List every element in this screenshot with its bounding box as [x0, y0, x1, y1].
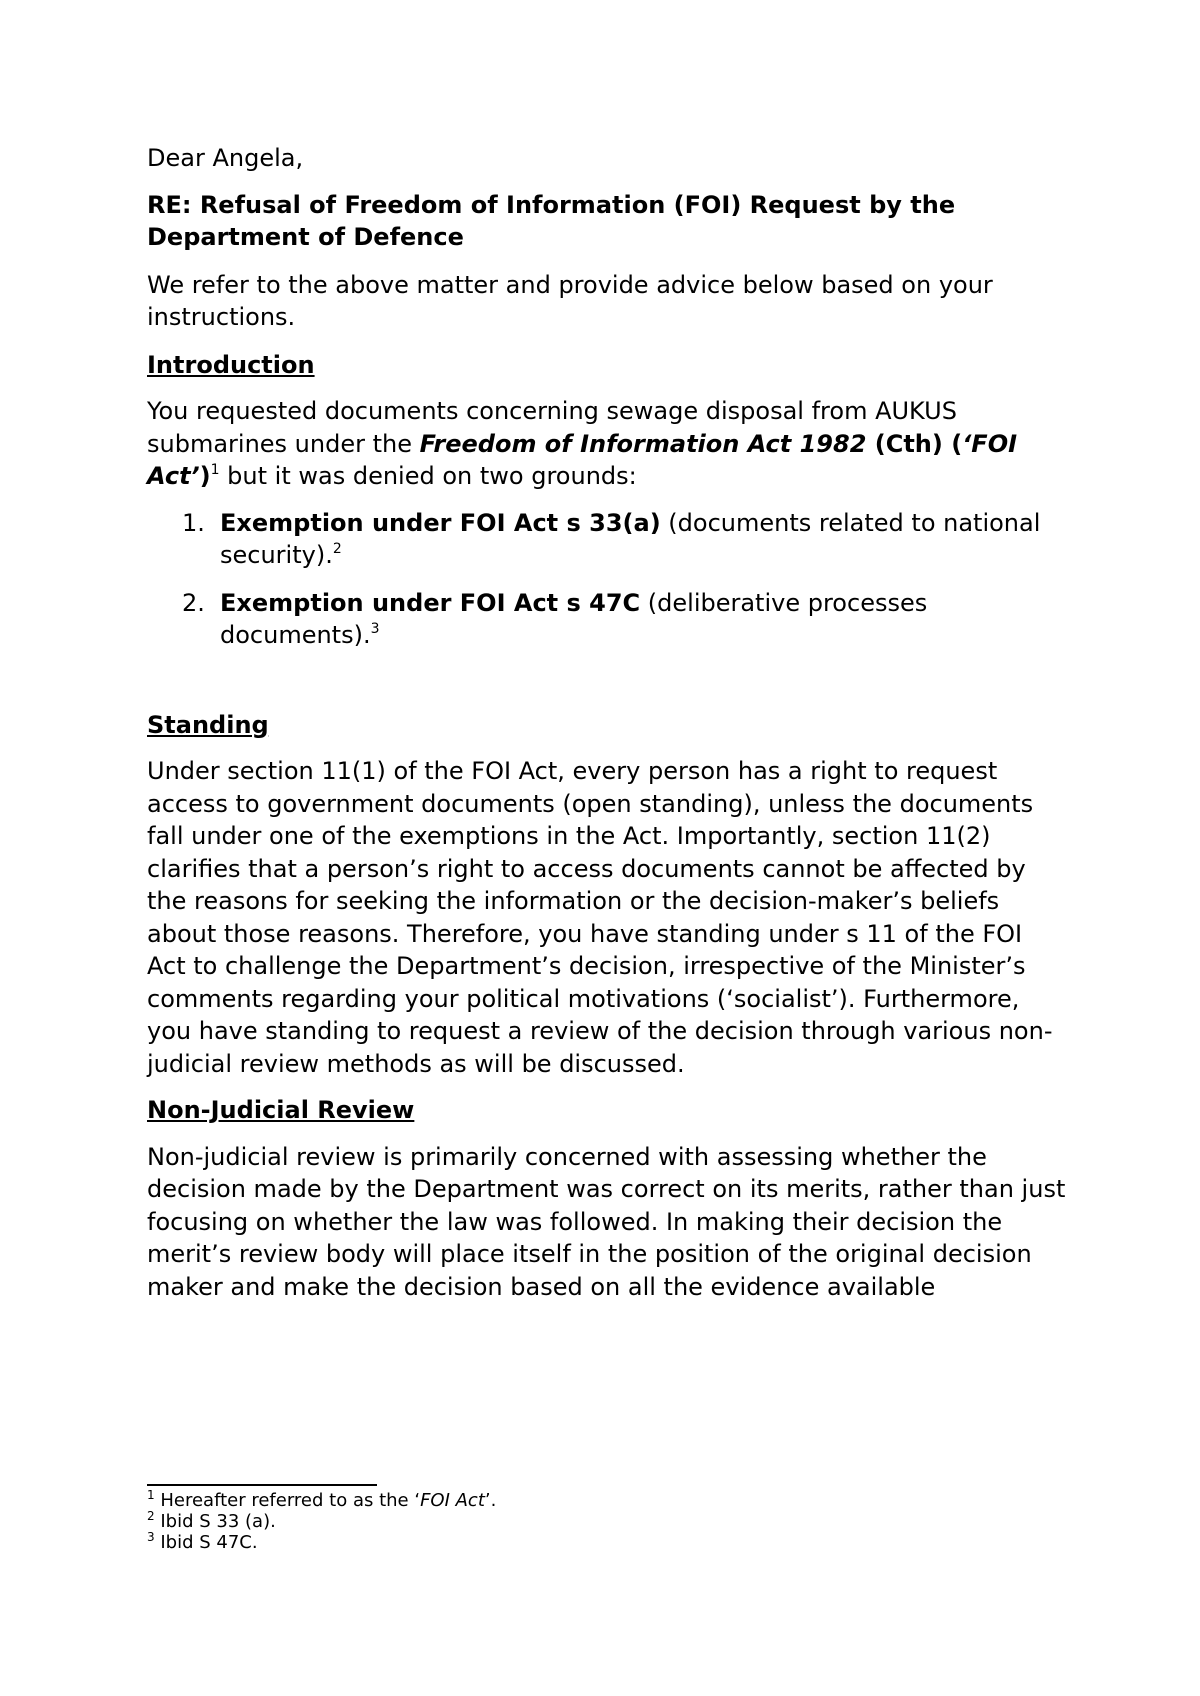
- footnote-text: Hereafter referred to as the ‘: [154, 1490, 421, 1511]
- act-name: Freedom of Information Act 1982: [419, 429, 867, 458]
- footnote: [147, 1490, 1047, 1511]
- opening-paragraph: We refer to the above matter and provide advice below based on your instructions.: [147, 270, 993, 331]
- standing-paragraph: Under section 11(1) of the FOI Act, every person has a right to request access to government documents (open standing), unless the documents fall under one of the exemptions in the Act. Importantly, section 11(2) clarifies that a person’s right to access documents cannot be affected by the reasons for seeking the information or the decision-maker’s beliefs about those reasons. Therefore, you have standing under s 11 of the FOI Act to challenge the Department’s decision, irrespective of the Minister’s comments regarding your political motivations (‘socialist’). Furthermore, you have standing to request a review of the decision through various non-judicial review methods as will be discussed.: [147, 757, 1053, 1078]
- cth-text: (Cth) (: [866, 429, 963, 458]
- list-number: 1.: [182, 508, 205, 537]
- re-line: RE: Refusal of Freedom of Information (FOI) Request by the Department of Defence: [147, 190, 956, 251]
- non-judicial-review-heading: Non-Judicial Review: [147, 1096, 415, 1124]
- intro-text-before: You requested documents concerning sewage disposal from AUKUS submarines under the: [147, 397, 957, 458]
- footnote-text-end: ’.: [484, 1490, 497, 1511]
- footnotes: [147, 1490, 1047, 1553]
- footnote-italic: FOI Act: [420, 1490, 485, 1511]
- footnote-separator: [147, 1484, 377, 1486]
- footnote-ref-2: 2: [332, 541, 342, 557]
- close-paren: ): [199, 462, 211, 490]
- footnote: [147, 1511, 1047, 1532]
- introduction-paragraph: [147, 395, 1067, 493]
- footnote-ref-3: 3: [370, 621, 380, 637]
- footnote-number: 1: [147, 1488, 155, 1502]
- standing-heading: Standing: [147, 710, 269, 739]
- list-item: [147, 587, 1067, 652]
- grounds-list: [147, 507, 1067, 652]
- footnote-ref-1: 1: [210, 462, 220, 478]
- ground-rest: (deliberative processes documents).: [220, 588, 928, 649]
- footnote-text: Ibid S 47C.: [154, 1532, 258, 1553]
- ground-bold: Exemption under FOI Act s 47C: [220, 588, 641, 617]
- blank-line: [147, 667, 1067, 709]
- non-judicial-review-paragraph: Non-judicial review is primarily concerned with assessing whether the decision made by the Department was correct on its merits, rather than just focusing on whether the law was followed. In making their decision the merit’s review body will place itself in the position of the original decision maker and make the decision based on all the evidence available: [147, 1142, 1066, 1301]
- foi-act-short: ‘FOI Act’: [147, 429, 1018, 490]
- list-number: 2.: [182, 588, 205, 617]
- ground-rest: (documents related to national security).: [220, 508, 1041, 569]
- footnote-text: Ibid S 33 (a).: [154, 1511, 276, 1532]
- footnote-number: 2: [147, 1509, 155, 1523]
- introduction-heading: Introduction: [147, 350, 315, 379]
- ground-bold: Exemption under FOI Act s 33(a): [220, 508, 661, 537]
- list-item: [147, 507, 1067, 572]
- footnote: [147, 1532, 1047, 1553]
- footnote-number: 3: [147, 1530, 155, 1544]
- letter-body: [147, 142, 1067, 1317]
- intro-text-after: but it was denied on two grounds:: [219, 462, 637, 490]
- salutation: Dear Angela,: [147, 144, 304, 172]
